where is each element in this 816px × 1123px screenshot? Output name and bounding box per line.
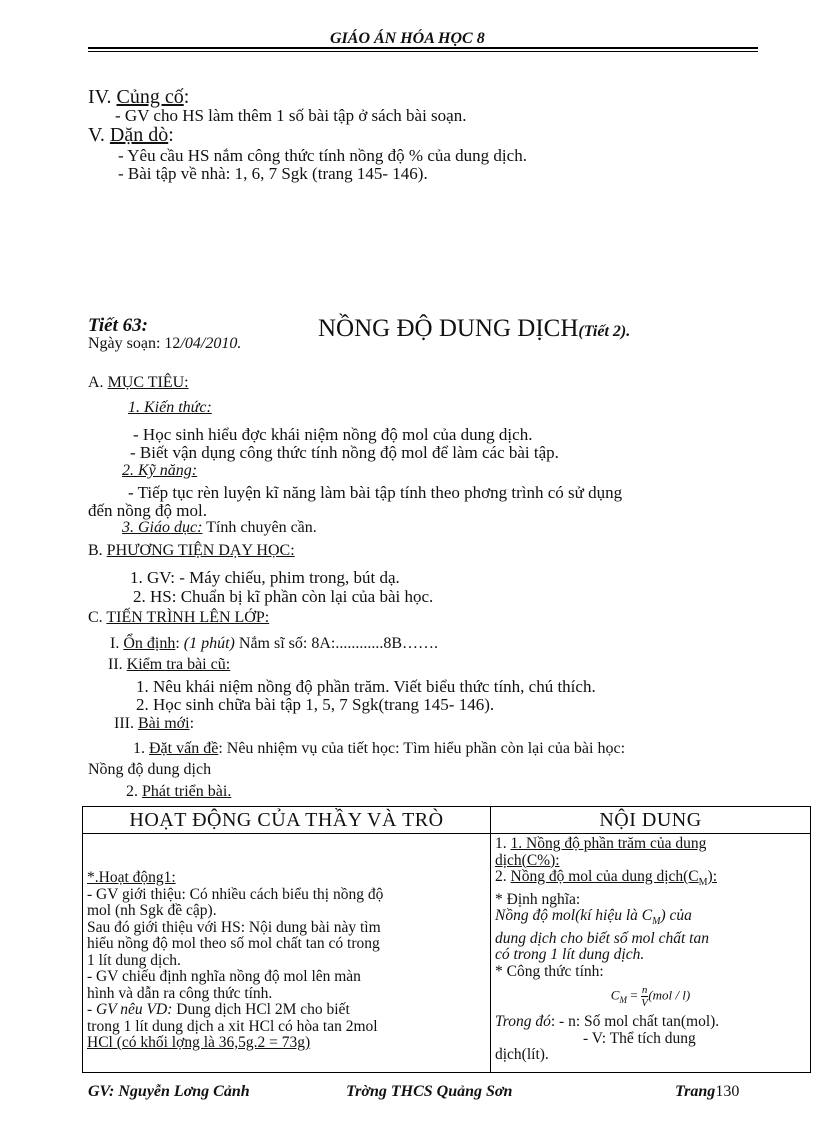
on-dinh-label: Ổn định [123,635,176,652]
kiem-tra-item-2: 2. Học sinh chữa bài tập 1, 5, 7 Sgk(trang 145- 146). [136,695,495,714]
activity-line-1: - GV giới thiệu: Có nhiều cách biểu thị nồng độ [87,885,384,903]
date-label: Ngày soạn: 12 [88,335,181,352]
content-item-2 [495,869,806,892]
phat-trien [126,783,231,801]
dat-van-de-num: 1. [133,740,145,757]
date-value: /04/2010. [180,335,242,352]
on-dinh-text: Nắm sĩ số: 8A:............8B……. [238,635,439,652]
section-a-heading [88,374,189,392]
where-n [495,1014,806,1031]
formula-heading: * Công thức tính: [495,962,604,980]
lesson-activity-table [82,806,811,1073]
giao-duc [122,519,317,537]
phat-trien-label: Phát triển bài. [142,783,232,800]
bai-moi-heading: III. Bài mới: [114,715,195,732]
lesson-title [318,315,630,346]
formula-lhs: C [610,987,620,1003]
formula-numerator: n [641,984,648,997]
page-header-title: GIÁO ÁN HÓA HỌC 8 [330,30,485,47]
content-item-2-num: 2. [495,868,507,885]
giao-duc-text: Tính chuyên cần. [206,519,317,536]
lesson-title-text: NỒNG ĐỘ DUNG DỊCH [318,315,579,342]
section-b-title: PHƯƠNG TIỆN DẠY HỌC: [106,542,295,559]
formula-eq: = [626,987,641,1003]
activity-line-3: Sau đó giới thiệu với HS: Nội dung bài này tìm [87,918,381,936]
header-rule-thin [88,51,758,52]
dan-do-label: Dặn dò [109,124,169,146]
content-item-2-sub: M [698,877,708,889]
example-text: Dung dịch HCl 2M cho biết [172,1001,350,1018]
activity-line-2: mol (nh Sgk đề cập). [87,902,217,919]
section-a-title: MỤC TIÊU: [107,374,189,391]
ky-nang-heading: 2. Kỹ năng: [122,462,198,479]
example-line [87,1002,486,1019]
col-header-activities: HOẠT ĐỘNG CỦA THẦY VÀ TRÒ [83,807,491,834]
where-v-line-2: dịch(lít). [495,1046,549,1064]
giao-duc-heading: 3. Giáo dục: [122,519,203,536]
cung-co-item: - GV cho HS làm thêm 1 số bài tập ở sách bài soạn. [115,106,467,125]
footer-teacher: GV: Nguyễn Lơng Cảnh [88,1083,250,1100]
example-line-3: HCl (có khối lợng là 36,5g.2 = 73g) [87,1034,311,1051]
cung-co-heading: IV. Củng cố: [88,86,190,108]
dan-do-item-1: - Yêu cầu HS nắm công thức tính nồng độ % của dung dịch. [118,146,527,165]
cung-co-label: Củng cố [116,86,184,108]
definition-heading: * Định nghĩa: [495,890,581,908]
dat-van-de-label: Đặt vấn đề [149,740,219,757]
on-dinh-num: I. [110,635,120,652]
footer-page [675,1083,739,1101]
example-label: - GV nêu VD: [87,1001,173,1018]
dat-van-de-line-2: Nồng độ dung dịch [88,761,212,778]
kiem-tra-num: II. [108,656,123,673]
cung-co-num: IV. [88,86,112,108]
formula-denominator: V [641,997,648,1010]
section-b-item-1: 1. GV: - Máy chiếu, phim trong, bút dạ. [130,568,400,587]
kien-thuc-item-1: - Học sinh hiểu đợc khái niệm nồng độ mol của dung dịch. [133,425,533,444]
section-c-heading [88,609,269,627]
kiem-tra-label: Kiểm tra bài cũ: [126,656,231,673]
footer-school: Trờng THCS Quảng Sơn [346,1083,513,1100]
content-item-2-text: Nồng độ mol của dung dịch(C [510,868,699,885]
dan-do-num: V. [88,124,105,146]
section-b-heading [88,542,295,560]
dan-do-item-2: - Bài tập về nhà: 1, 6, 7 Sgk (trang 145- 146). [118,164,428,183]
formula-sub: M [619,995,627,1006]
activity-line-5: 1 lít dung dịch. [87,951,181,969]
example-line-2: trong 1 lít dung dịch a xit HCl có hòa tan 2mol [87,1017,378,1035]
where-n-text: : - n: Số mol chất tan(mol). [550,1013,720,1031]
lesson-number: Tiết 63: [88,315,148,336]
molarity-formula [495,980,806,1014]
header-rule [88,47,758,49]
ky-nang-line-1: - Tiếp tục rèn luyện kĩ năng làm bài tập tính theo phơng trình có sử dụng [128,483,623,502]
content-item-2-end: ): [707,868,718,885]
activities-cell [83,834,491,1073]
section-b-prefix: B. [88,542,103,559]
table-header-row [83,807,811,834]
footer-page-number: 130 [715,1083,740,1100]
footer-page-label: Trang [675,1083,716,1100]
def-line-1-end: ) của [660,907,692,925]
lesson-title-suffix: (Tiết 2). [578,323,631,340]
section-b-item-2: 2. HS: Chuẩn bị kĩ phần còn lại của bài học. [133,587,434,606]
def-sub: M [652,916,661,928]
kiem-tra-item-1: 1. Nêu khái niệm nồng độ phần trăm. Viết biểu thức tính, chú thích. [136,677,596,696]
activity-line-4: hiểu nồng độ mol theo số mol chất tan có trong [87,935,380,952]
bai-moi-label: Bài mới [137,715,190,732]
dat-van-de [133,740,625,758]
bai-moi-num: III. [114,715,134,732]
col-header-content: NỘI DUNG [491,807,811,834]
section-c-title: TIẾN TRÌNH LÊN LỚP: [106,609,270,626]
activity-line-6: - GV chiếu định nghĩa nồng độ mol lên màn [87,968,361,985]
dan-do-heading: V. Dặn dò: [88,124,174,146]
content-item-1: 1. 1. Nồng độ phần trăm của dung [495,835,707,852]
kien-thuc-item-2: - Biết vận dụng công thức tính nồng độ mol để làm các bài tập. [130,443,559,462]
definition-line-3: có trong 1 lít dung dịch. [495,946,645,964]
content-item-1-line-2: dịch(C%): [495,851,560,869]
activity-1-label: *.Hoạt động1: [87,869,176,886]
dat-van-de-text: : Nêu nhiệm vụ của tiết học: Tìm hiểu phần còn lại của bài học: [218,740,626,757]
activity-line-7: hình và dẫn ra công thức tính. [87,984,273,1002]
content-item-1-text: 1. Nồng độ phần trăm của dung [510,835,707,852]
on-dinh: I. Ổn định: (1 phút) Nắm sĩ số: 8A:............8B……. [110,635,439,652]
definition-line-1 [495,908,806,931]
where-label: Trong đó [495,1013,551,1031]
def-line-1-text: Nồng độ mol(kí hiệu là C [495,907,653,925]
formula-unit: (mol / l) [648,987,691,1003]
table-row [83,834,811,1073]
section-c-prefix: C. [88,609,103,626]
where-v: - V: Thể tích dung [583,1029,696,1047]
lesson-date [88,335,241,353]
section-a-prefix: A. [88,374,104,391]
phat-trien-num: 2. [126,783,138,800]
kiem-tra-heading [108,656,230,674]
on-dinh-time: (1 phút) [183,635,235,652]
kien-thuc-heading: 1. Kiến thức: [128,399,212,416]
definition-line-2: dung dịch cho biết số mol chất tan [495,929,709,947]
content-cell [491,834,811,1073]
ky-nang-line-2: đến nồng độ mol. [88,501,207,520]
